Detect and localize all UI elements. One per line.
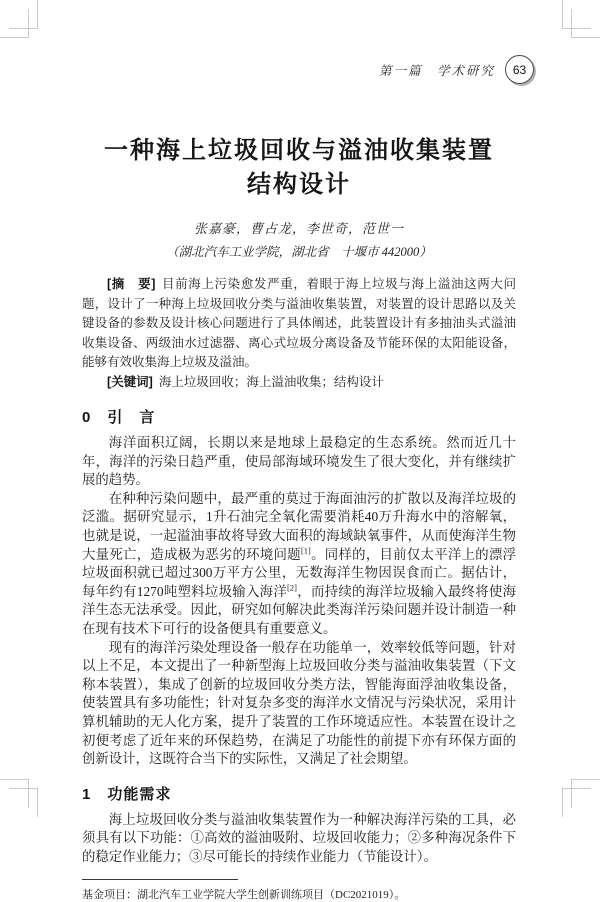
keywords (82, 373, 516, 393)
section-body-introduction (82, 434, 516, 769)
page-number-badge (505, 55, 534, 84)
section-heading-introduction: 0 引 言 (82, 409, 156, 426)
running-head: 第一篇 学术研究 (378, 63, 495, 78)
article-title-line-2: 结构设计 (247, 171, 351, 198)
abstract-text: 目前海上污染愈发严重，着眼于海上垃圾与海上溢油这两大问题，设计了一种海上垃圾回收分类与溢油收集装置，对装置的设计思路以及关键设备的参数及设计核心问题进行了具体阐述，此装置设计有多抽油头式溢油收集设备、两级油水过滤器、离心式垃圾分离设备及节能环保的太阳能设备，能够有效收集海上垃圾及溢油。 (82, 277, 516, 369)
paragraph: 现有的海洋污染处理设备一般存在功能单一，效率较低等问题，针对以上不足，本文提出了一种新型海上垃圾回收分类与溢油收集装置（下文称本装置），集成了创新的垃圾回收分类方法，智能海面浮油收集设备，使装置具有多功能性；针对复杂多变的海洋水文情况与污染状况，采用计算机辅助的无人化方案，提升了装置的工作环境适应性。本装置在设计之初便考虑了近年来的环保趋势，在满足了功能性的前提下亦有环保方面的创新设计，这既符合当下的实际性，又满足了社会期望。 (82, 639, 516, 767)
article-title-line-1: 一种海上垃圾回收与溢油收集装置 (104, 137, 494, 164)
section-heading-functional-requirements: 1 功能需求 (82, 785, 172, 803)
page-number: 63 (512, 62, 527, 77)
paragraph: 海洋面积辽阔，长期以来是地球上最稳定的生态系统。然而近几十年，海洋的污染日趋严重，使局部海域环境发生了很大变化，并有继续扩展的趋势。 (82, 435, 516, 488)
footnote-divider (82, 879, 238, 880)
abstract (82, 275, 516, 373)
paragraph: 在种种污染问题中，最严重的莫过于海面油污的扩散以及海洋垃圾的泛滥。据研究显示，1升石油完全氧化需要消耗40万升海水中的溶解氧，也就是说，一起溢油事故将导致大面积的海域缺氧事件，从而使海洋生物大量死亡，造成极为恶劣的环境问题[1]。同样的，目前仅太平洋上的漂浮垃圾面积就已超过300万平方公里，无数海洋生物因误食而亡。据估计，每年约有1270吨塑料垃圾输入海洋[2]，而持续的海洋垃圾输入最终将使海洋生态无法承受。因此，研究如何解决此类海洋污染问题并设计制造一种在现有技术下可行的设备便具有重要意义。 (82, 490, 517, 636)
page-header (0, 0, 600, 84)
footnote-area (82, 879, 516, 902)
section-body-functional-requirements (82, 811, 516, 867)
keywords-text: 海上垃圾回收；海上溢油收集；结构设计 (158, 374, 384, 389)
article (0, 134, 600, 902)
paragraph: 海上垃圾回收分类与溢油收集装置作为一种解决海洋污染的工具，必须具有以下功能：①高效的溢油吸附、垃圾回收能力；②多种海况条件下的稳定作业能力；③尽可能长的持续作业能力（节能设计）。 (82, 811, 516, 864)
keywords-label: [关键词] (107, 374, 153, 389)
authors: 张嘉豪，曹占龙，李世奇，范世一 (193, 221, 404, 236)
footnote: 基金项目：湖北汽车工业学院大学生创新训练项目（DC2021019）。 (82, 889, 406, 902)
affiliation: （湖北汽车工业学院，湖北省 十堰市 442000） (166, 245, 432, 259)
abstract-label: [摘 要] (107, 277, 156, 291)
article-title (82, 134, 516, 202)
